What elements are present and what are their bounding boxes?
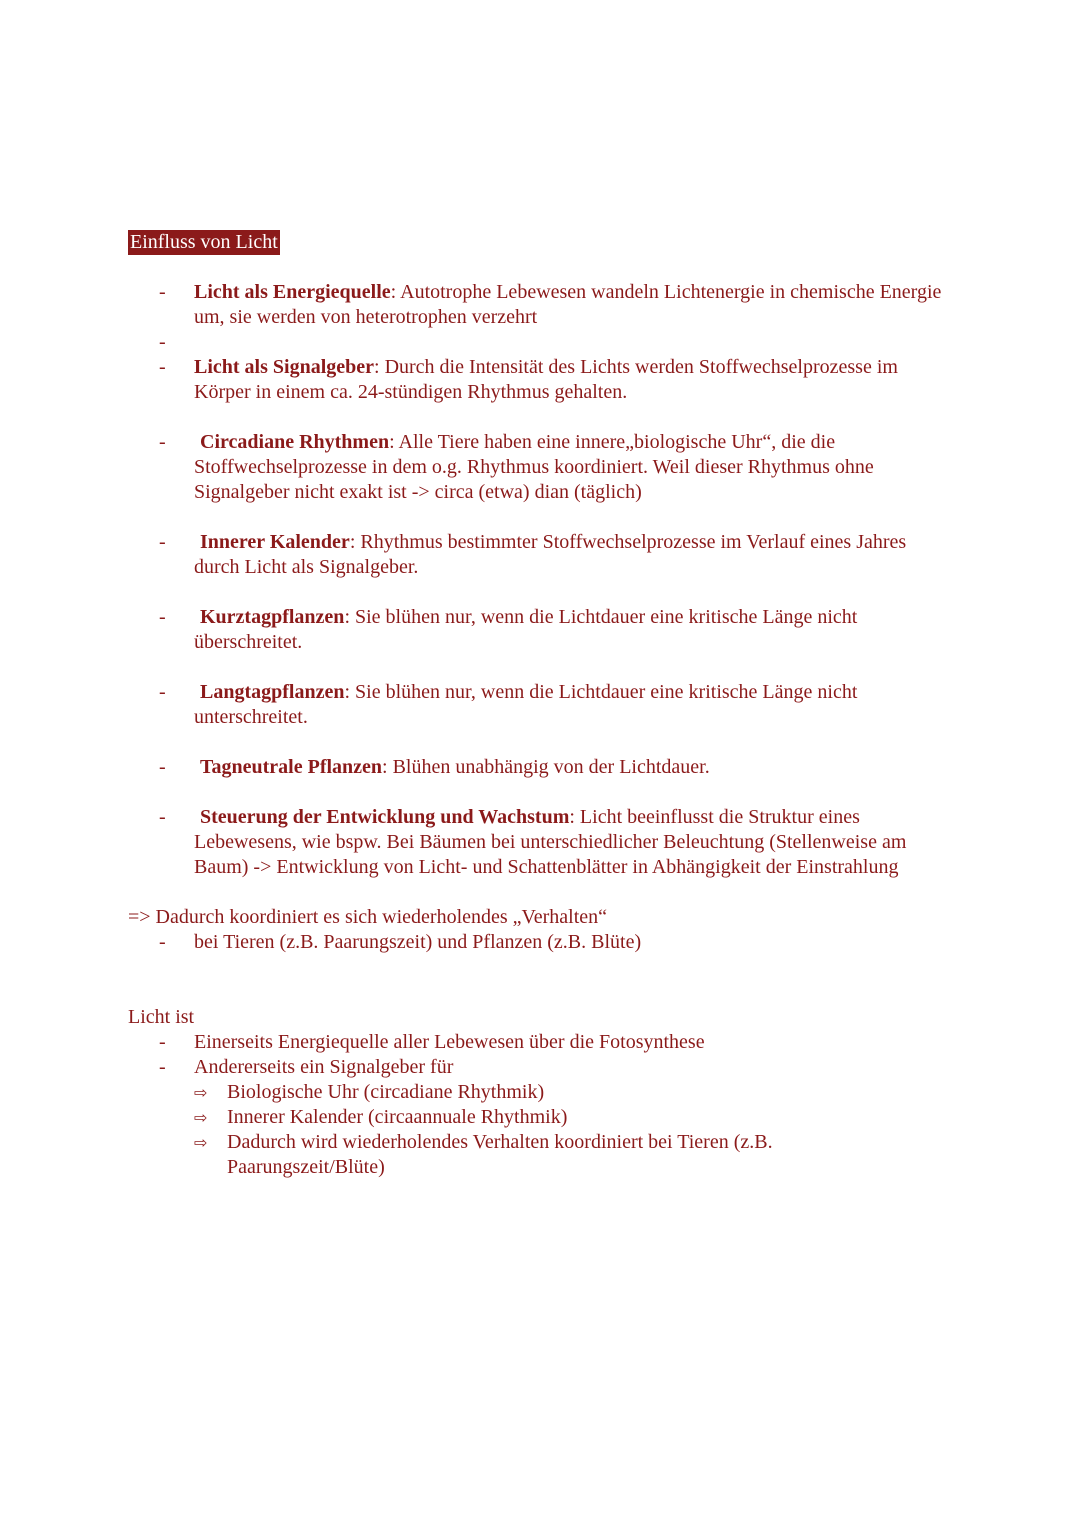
- dash-bullet: -: [159, 606, 166, 628]
- dash-bullet: -: [159, 931, 166, 953]
- dash-bullet: -: [159, 806, 166, 828]
- arrow-right-icon: ⇨: [194, 1108, 208, 1127]
- dash-bullet: -: [159, 331, 166, 353]
- list-item-body: [194, 355, 954, 405]
- term: Licht als Signalgeber: [194, 356, 375, 378]
- term: Steuerung der Entwicklung und Wachstum: [200, 806, 570, 828]
- definition: : Durch die Intensität des Lichts werden Stoffwechselprozesse im Körper in einem ca. 24-stündigen Rhythmus gehalten.: [194, 356, 898, 403]
- list-item-body: [194, 805, 954, 880]
- term: Licht als Energiequelle: [194, 281, 391, 303]
- section-title: Einfluss von Licht: [130, 231, 278, 253]
- dash-bullet: -: [159, 681, 166, 703]
- list-item-body: Andererseits ein Signalgeber für: [194, 1056, 454, 1078]
- definition: : Rhythmus bestimmter Stoffwechselprozesse im Verlauf eines Jahres durch Licht als Signalgeber.: [194, 531, 907, 578]
- list-item-body: bei Tieren (z.B. Paarungszeit) und Pflanzen (z.B. Blüte): [194, 931, 642, 953]
- dash-bullet: -: [159, 1031, 166, 1053]
- arrow-item-text: Dadurch wird wiederholendes Verhalten koordiniert bei Tieren (z.B. Paarungszeit/Blüte): [227, 1131, 773, 1178]
- definition: : Licht beeinflusst die Struktur eines Lebewesens, wie bspw. Bei Bäumen bei unterschiedlicher Beleuchtung (Stellenweise am Baum) -> Entwicklung von Licht- und Schattenblätter in Abhängigkeit der Einstrahlung: [194, 806, 907, 878]
- term: Kurztagpflanzen: [200, 606, 345, 628]
- list-item-body: [194, 530, 954, 580]
- term: Tagneutrale Pflanzen: [200, 756, 383, 778]
- list-item-body: [194, 755, 954, 780]
- definition: : Alle Tiere haben eine innere„biologische Uhr“, die die Stoffwechselprozesse in dem o.g. Rhythmus koordiniert. Weil dieser Rhythmus ohne Signalgeber nicht exakt ist -> circa (etwa) dian (täglich): [194, 431, 874, 503]
- arrow-item-text: Innerer Kalender (circaannuale Rhythmik): [227, 1106, 568, 1128]
- term: Innerer Kalender: [200, 531, 350, 553]
- dash-bullet: -: [159, 356, 166, 378]
- list-item-body: [194, 605, 954, 655]
- definition: : Blühen unabhängig von der Lichtdauer.: [382, 756, 710, 778]
- dash-bullet: -: [159, 431, 166, 453]
- arrow-right-icon: ⇨: [194, 1083, 208, 1102]
- list-item-body: [194, 430, 954, 505]
- list-item-body: [194, 280, 954, 330]
- term: Circadiane Rhythmen: [200, 431, 390, 453]
- dash-bullet: -: [159, 1056, 166, 1078]
- arrow-item-text: Biologische Uhr (circadiane Rhythmik): [227, 1081, 545, 1103]
- summary-heading: Licht ist: [128, 1006, 195, 1028]
- list-item-body: Einerseits Energiequelle aller Lebewesen über die Fotosynthese: [194, 1031, 705, 1053]
- dash-bullet: -: [159, 281, 166, 303]
- arrow-right-icon: ⇨: [194, 1133, 208, 1152]
- term: Langtagpflanzen: [200, 681, 345, 703]
- dash-bullet: -: [159, 756, 166, 778]
- list-item-body: [194, 680, 954, 730]
- dash-bullet: -: [159, 531, 166, 553]
- definition: : Autotrophe Lebewesen wandeln Lichtenergie in chemische Energie um, sie werden von heterotrophen verzehrt: [194, 281, 942, 328]
- definition: : Sie blühen nur, wenn die Lichtdauer eine kritische Länge nicht überschreitet.: [194, 606, 858, 653]
- conclusion-line: => Dadurch koordiniert es sich wiederholendes „Verhalten“: [128, 906, 608, 928]
- definition: : Sie blühen nur, wenn die Lichtdauer eine kritische Länge nicht unterschreitet.: [194, 681, 858, 728]
